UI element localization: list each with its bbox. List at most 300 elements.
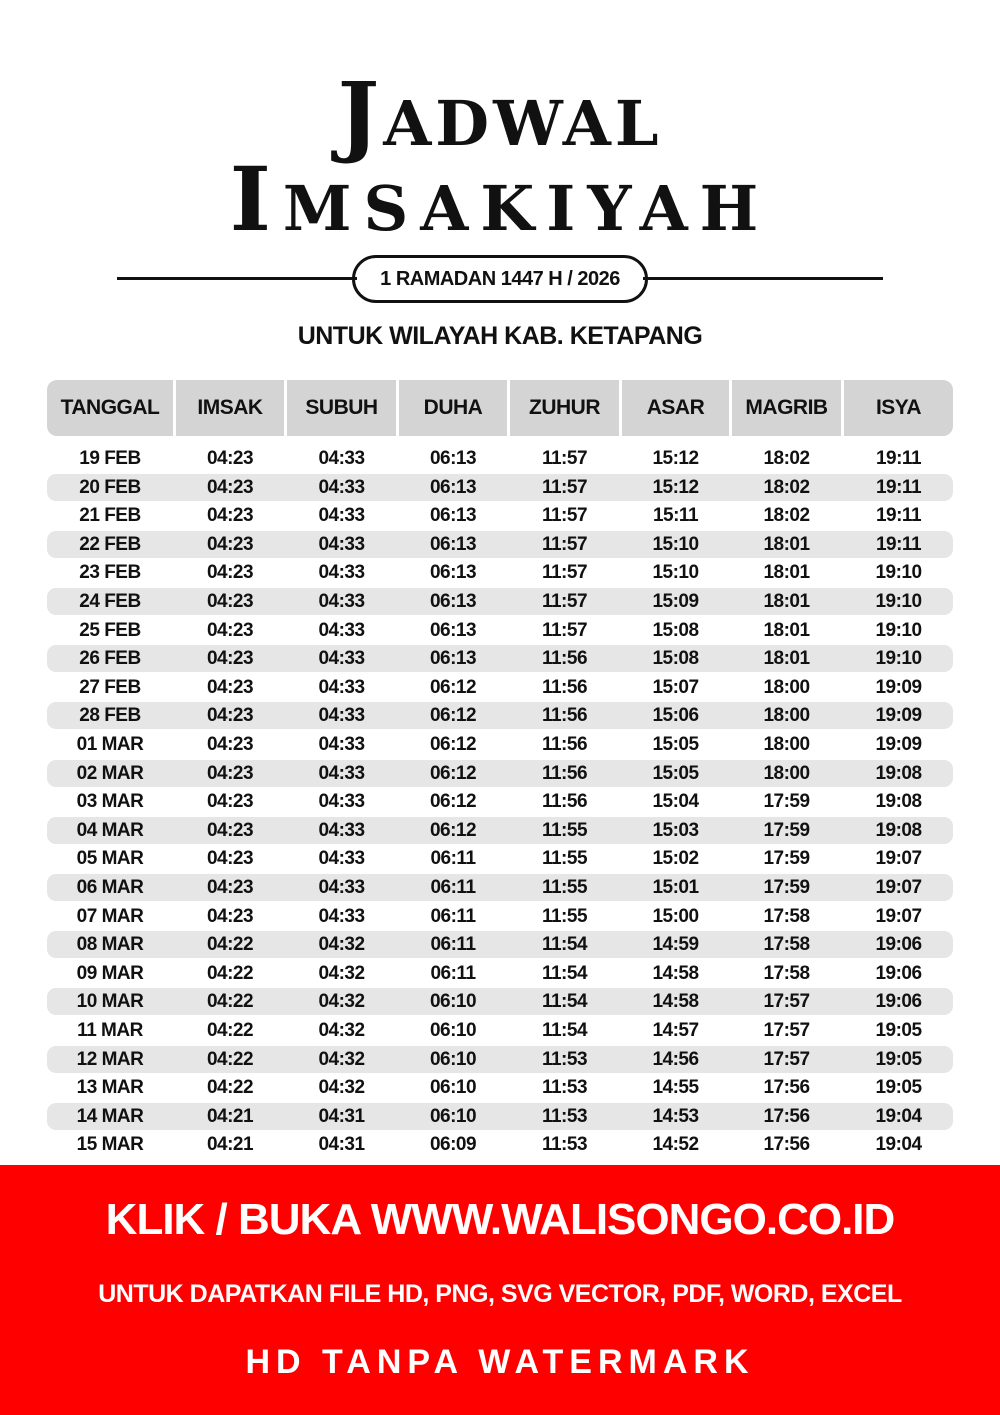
cell-text: 06:13 (429, 448, 477, 469)
cell-zuhur (510, 1131, 619, 1158)
cell-magrib (732, 931, 841, 958)
cell-text: 15:12 (652, 476, 699, 498)
cell-text: 06:11 (430, 877, 476, 898)
cell-zuhur (510, 674, 619, 701)
cell-magrib (732, 788, 841, 815)
cell-magrib (732, 988, 841, 1015)
divider-right (643, 277, 883, 280)
cell-asar (622, 1103, 729, 1130)
cell-imsak (176, 531, 284, 558)
cell-text: 04:33 (318, 877, 365, 898)
cell-imsak (176, 617, 284, 644)
cell-text: 06:12 (429, 705, 477, 727)
cell-text: 04:23 (206, 591, 254, 612)
cell-text: 19:05 (875, 1048, 922, 1070)
cell-text: 09 MAR (76, 962, 144, 984)
cell-imsak (176, 674, 284, 701)
cell-duha (399, 559, 507, 586)
table-row (47, 474, 953, 501)
cell-imsak (176, 903, 284, 930)
cell-imsak (176, 588, 284, 615)
column-header-label: TANGGAL (60, 396, 160, 419)
cell-text: 04:23 (206, 762, 254, 784)
cell-imsak (176, 1046, 284, 1073)
cell-imsak (176, 1103, 284, 1130)
cell-text: 14:55 (652, 1077, 699, 1099)
cell-text: 15:02 (652, 848, 699, 870)
cell-text: 11:55 (541, 848, 588, 870)
cell-text: 15:10 (652, 562, 699, 584)
cell-text: 04:23 (206, 905, 254, 927)
cell-text: 19 FEB (79, 448, 141, 469)
cell-duha (399, 1017, 507, 1044)
cell-magrib (732, 559, 841, 586)
cell-subuh (287, 617, 396, 644)
cell-text: 14 MAR (76, 1105, 144, 1127)
cell-text: 11:55 (541, 819, 588, 841)
cell-asar (622, 903, 729, 930)
cell-tanggal (47, 1074, 173, 1101)
cell-tanggal (47, 474, 173, 501)
cell-text: 06:12 (429, 734, 477, 755)
cell-text: 04:33 (318, 734, 365, 755)
cell-magrib (732, 903, 841, 930)
cell-isya (844, 588, 953, 615)
cell-asar (622, 760, 729, 787)
cell-text: 19:04 (875, 1134, 922, 1156)
cell-text: 15:08 (652, 619, 699, 641)
cell-asar (622, 817, 729, 844)
cell-isya (844, 445, 953, 472)
cell-text: 17:59 (763, 877, 810, 898)
cell-subuh (287, 502, 396, 529)
cell-tanggal (47, 1131, 173, 1158)
cell-asar (622, 1046, 729, 1073)
cell-asar (622, 531, 729, 558)
cell-magrib (732, 645, 841, 672)
cell-zuhur (510, 874, 619, 901)
cell-text: 06:10 (429, 991, 477, 1013)
cell-text: 04:33 (318, 819, 365, 841)
cell-magrib (732, 1131, 841, 1158)
cell-text: 06:10 (429, 1105, 477, 1127)
cell-text: 17:57 (763, 1048, 810, 1070)
cell-text: 17:56 (763, 1077, 810, 1099)
cell-text: 19:09 (875, 676, 922, 698)
cell-text: 24 FEB (79, 591, 141, 612)
cell-isya (844, 645, 953, 672)
cell-text: 04:32 (318, 962, 365, 984)
table-row (47, 531, 953, 558)
cell-text: 04:33 (318, 476, 365, 498)
cell-magrib (732, 731, 841, 758)
cell-tanggal (47, 702, 173, 729)
cell-text: 04:23 (206, 734, 254, 755)
cell-asar (622, 1017, 729, 1044)
cell-text: 17:56 (763, 1134, 810, 1156)
table-row (47, 1046, 953, 1073)
cell-imsak (176, 874, 284, 901)
cell-zuhur (510, 445, 619, 472)
cell-text: 11:53 (541, 1077, 588, 1099)
cell-text: 17:57 (763, 1020, 810, 1041)
cell-zuhur (510, 1017, 619, 1044)
table-row (47, 1017, 953, 1044)
cell-magrib (732, 845, 841, 872)
cell-text: 08 MAR (76, 934, 144, 956)
column-header-label: ISYA (875, 396, 922, 419)
cell-isya (844, 502, 953, 529)
cell-duha (399, 731, 507, 758)
cell-text: 17:58 (763, 962, 810, 984)
cell-text: 04:31 (318, 1105, 365, 1127)
cell-zuhur (510, 788, 619, 815)
cell-magrib (732, 474, 841, 501)
cell-magrib (732, 502, 841, 529)
cell-text: 06:12 (429, 676, 477, 698)
cell-text: 04:33 (318, 848, 365, 870)
cell-duha (399, 903, 507, 930)
table-row (47, 502, 953, 529)
cell-imsak (176, 788, 284, 815)
column-header-label: IMSAK (197, 396, 263, 419)
table-row (47, 731, 953, 758)
cell-subuh (287, 874, 396, 901)
cell-imsak (176, 502, 284, 529)
table-row (47, 702, 953, 729)
cell-text: 18:02 (763, 505, 810, 527)
cell-text: 04:23 (206, 476, 254, 498)
column-header-asar (622, 380, 729, 436)
cell-isya (844, 531, 953, 558)
cell-text: 18:00 (763, 676, 810, 698)
cell-tanggal (47, 731, 173, 758)
cell-text: 06:11 (430, 905, 476, 927)
cell-text: 26 FEB (79, 648, 141, 670)
cell-subuh (287, 531, 396, 558)
cell-asar (622, 874, 729, 901)
cell-text: 19:11 (875, 533, 922, 555)
cell-text: 06:13 (429, 648, 477, 670)
cell-text: 19:06 (875, 991, 922, 1013)
cell-duha (399, 645, 507, 672)
cell-subuh (287, 1074, 396, 1101)
table-row (47, 1103, 953, 1130)
cell-isya (844, 760, 953, 787)
cell-text: 15:12 (652, 448, 699, 469)
cell-text: 11 MAR (77, 1020, 143, 1041)
cell-text: 11:57 (541, 591, 588, 612)
cell-text: 19:10 (875, 562, 922, 584)
cell-text: 04:32 (318, 991, 365, 1013)
table-row (47, 1074, 953, 1101)
cell-text: 15:07 (652, 676, 699, 698)
cell-text: 06:10 (429, 1048, 477, 1070)
cell-asar (622, 845, 729, 872)
cell-text: 04:33 (318, 905, 365, 927)
cell-subuh (287, 1017, 396, 1044)
cell-text: 11:55 (541, 877, 588, 898)
cell-text: 04:22 (206, 934, 254, 956)
column-header-subuh (287, 380, 396, 436)
cell-text: 15:09 (652, 591, 699, 612)
cell-duha (399, 845, 507, 872)
column-header-zuhur (510, 380, 619, 436)
cell-magrib (732, 1017, 841, 1044)
cell-text: 11:56 (541, 705, 588, 727)
cell-text: 19:08 (875, 791, 922, 813)
cell-subuh (287, 474, 396, 501)
promo-banner[interactable] (0, 1165, 1000, 1415)
cell-duha (399, 588, 507, 615)
cell-text: 06:13 (429, 533, 477, 555)
cell-zuhur (510, 702, 619, 729)
cell-text: 04:23 (206, 676, 254, 698)
cell-text: 25 FEB (79, 619, 141, 641)
cell-imsak (176, 931, 284, 958)
cell-duha (399, 760, 507, 787)
cell-text: 02 MAR (76, 762, 144, 784)
cell-text: 15:04 (652, 791, 699, 813)
cell-text: 18:00 (763, 705, 810, 727)
cell-text: 17:58 (763, 934, 810, 956)
cell-text: 11:54 (541, 962, 588, 984)
cell-imsak (176, 731, 284, 758)
cell-text: 19:06 (875, 962, 922, 984)
cell-duha (399, 1103, 507, 1130)
cell-subuh (287, 559, 396, 586)
cell-text: 20 FEB (79, 476, 141, 498)
cell-asar (622, 588, 729, 615)
cell-magrib (732, 874, 841, 901)
cell-text: 18:02 (763, 448, 810, 469)
cell-text: 04:22 (206, 1077, 254, 1099)
cell-text: 06:13 (429, 476, 477, 498)
cell-text: 01 MAR (76, 734, 144, 755)
column-header-label: ASAR (646, 396, 705, 419)
column-header-duha (399, 380, 507, 436)
cell-isya (844, 1103, 953, 1130)
cell-tanggal (47, 1103, 173, 1130)
region-text: UNTUK WILAYAH KAB. KETAPANG (297, 322, 703, 350)
cell-text: 04:33 (318, 505, 365, 527)
cell-text: 06:11 (430, 848, 476, 870)
cell-text: 06:13 (429, 562, 477, 584)
cell-text: 11:55 (541, 905, 588, 927)
cell-text: 04:32 (318, 1048, 365, 1070)
cell-text: 04:23 (206, 705, 254, 727)
cell-zuhur (510, 731, 619, 758)
cell-tanggal (47, 531, 173, 558)
cell-text: 11:57 (541, 562, 588, 584)
cell-text: 15 MAR (76, 1134, 144, 1156)
cell-zuhur (510, 474, 619, 501)
cell-duha (399, 874, 507, 901)
table-row (47, 617, 953, 644)
cell-magrib (732, 1046, 841, 1073)
cell-text: 04:31 (318, 1134, 365, 1156)
cell-text: 06:10 (429, 1020, 477, 1041)
cell-text: 11:54 (541, 934, 588, 956)
table-row (47, 931, 953, 958)
cell-text: 04:32 (318, 1077, 365, 1099)
cell-text: 11:57 (541, 505, 588, 527)
cell-text: 19:05 (875, 1020, 922, 1041)
cell-asar (622, 988, 729, 1015)
cell-text: 11:53 (541, 1105, 588, 1127)
cell-asar (622, 702, 729, 729)
title-jadwal: Jadwal (337, 62, 663, 166)
column-header-label: ZUHUR (529, 396, 600, 419)
cell-text: 23 FEB (79, 562, 141, 584)
cell-text: 11:54 (541, 1020, 588, 1041)
cell-text: 27 FEB (79, 676, 141, 698)
cell-asar (622, 931, 729, 958)
cell-text: 11:56 (541, 676, 588, 698)
cell-asar (622, 617, 729, 644)
cell-subuh (287, 960, 396, 987)
cell-text: 11:57 (541, 448, 588, 469)
cell-text: 11:57 (541, 476, 588, 498)
table-row (47, 588, 953, 615)
cell-asar (622, 445, 729, 472)
cell-tanggal (47, 559, 173, 586)
cell-imsak (176, 1074, 284, 1101)
cell-text: 04:33 (318, 619, 365, 641)
cell-text: 04:33 (318, 762, 365, 784)
table-row (47, 817, 953, 844)
cell-tanggal (47, 845, 173, 872)
cell-subuh (287, 1103, 396, 1130)
cell-text: 04:23 (206, 877, 254, 898)
cell-isya (844, 1046, 953, 1073)
period-text: 1 RAMADAN 1447 H / 2026 (380, 268, 620, 290)
cell-magrib (732, 1103, 841, 1130)
cell-tanggal (47, 903, 173, 930)
cell-imsak (176, 559, 284, 586)
cell-zuhur (510, 817, 619, 844)
cell-subuh (287, 903, 396, 930)
cell-text: 19:07 (875, 905, 922, 927)
cell-text: 19:08 (875, 819, 922, 841)
title-imsakiyah: Imsakiyah (229, 147, 771, 251)
cell-tanggal (47, 645, 173, 672)
cell-zuhur (510, 1046, 619, 1073)
cell-text: 04 MAR (76, 819, 144, 841)
table-row (47, 960, 953, 987)
cell-text: 19:11 (875, 505, 922, 527)
cell-magrib (732, 588, 841, 615)
cell-text: 06:10 (429, 1077, 477, 1099)
cell-text: 17:57 (763, 991, 810, 1013)
cell-duha (399, 1131, 507, 1158)
cell-text: 19:08 (875, 762, 922, 784)
cell-text: 04:21 (206, 1105, 254, 1127)
cell-imsak (176, 988, 284, 1015)
cell-asar (622, 474, 729, 501)
cell-subuh (287, 760, 396, 787)
cell-zuhur (510, 502, 619, 529)
cell-zuhur (510, 531, 619, 558)
cell-text: 04:23 (206, 533, 254, 555)
cell-text: 18:00 (763, 734, 810, 755)
cell-text: 18:01 (763, 562, 810, 584)
cell-text: 10 MAR (76, 991, 144, 1013)
cell-duha (399, 788, 507, 815)
cell-text: 03 MAR (76, 791, 144, 813)
cell-text: 15:11 (652, 505, 699, 527)
column-header-isya (844, 380, 953, 436)
cell-duha (399, 474, 507, 501)
cell-zuhur (510, 1074, 619, 1101)
cell-text: 06:12 (429, 791, 477, 813)
cell-isya (844, 1131, 953, 1158)
cell-text: 18:01 (763, 591, 810, 612)
cell-text: 04:22 (206, 1020, 254, 1041)
cell-text: 15:05 (652, 762, 699, 784)
cell-text: 06:11 (430, 934, 476, 956)
cell-isya (844, 731, 953, 758)
cell-isya (844, 674, 953, 701)
cell-duha (399, 931, 507, 958)
cell-text: 06:12 (429, 819, 477, 841)
cell-magrib (732, 817, 841, 844)
cell-text: 19:10 (875, 648, 922, 670)
cell-duha (399, 445, 507, 472)
cell-imsak (176, 702, 284, 729)
cell-text: 18:02 (763, 476, 810, 498)
cell-text: 28 FEB (79, 705, 141, 727)
cell-text: 04:32 (318, 934, 365, 956)
cell-text: 04:33 (318, 705, 365, 727)
cell-duha (399, 1074, 507, 1101)
cell-isya (844, 874, 953, 901)
cell-tanggal (47, 760, 173, 787)
cell-tanggal (47, 502, 173, 529)
cell-text: 06:11 (430, 962, 476, 984)
cell-text: 17:58 (763, 905, 810, 927)
cell-asar (622, 559, 729, 586)
cell-text: 04:33 (318, 562, 365, 584)
banner-line-1[interactable]: KLIK / BUKA WWW.WALISONGO.CO.ID (105, 1195, 895, 1244)
cell-isya (844, 1017, 953, 1044)
cell-text: 19:04 (875, 1105, 922, 1127)
cell-text: 06:09 (429, 1134, 477, 1156)
table-row (47, 874, 953, 901)
cell-text: 19:07 (875, 877, 922, 898)
cell-text: 11:56 (541, 734, 588, 755)
cell-duha (399, 1046, 507, 1073)
cell-text: 04:33 (318, 591, 365, 612)
cell-text: 15:10 (652, 533, 699, 555)
cell-duha (399, 531, 507, 558)
cell-text: 04:22 (206, 991, 254, 1013)
cell-asar (622, 788, 729, 815)
cell-text: 11:54 (541, 991, 588, 1013)
cell-text: 14:58 (652, 991, 699, 1013)
cell-text: 04:23 (206, 791, 254, 813)
cell-asar (622, 960, 729, 987)
table-row (47, 645, 953, 672)
cell-text: 06 MAR (76, 877, 144, 898)
cell-text: 04:23 (206, 819, 254, 841)
cell-magrib (732, 1074, 841, 1101)
cell-text: 18:00 (763, 762, 810, 784)
cell-duha (399, 988, 507, 1015)
cell-text: 19:09 (875, 705, 922, 727)
cell-text: 14:56 (652, 1048, 699, 1070)
cell-subuh (287, 674, 396, 701)
